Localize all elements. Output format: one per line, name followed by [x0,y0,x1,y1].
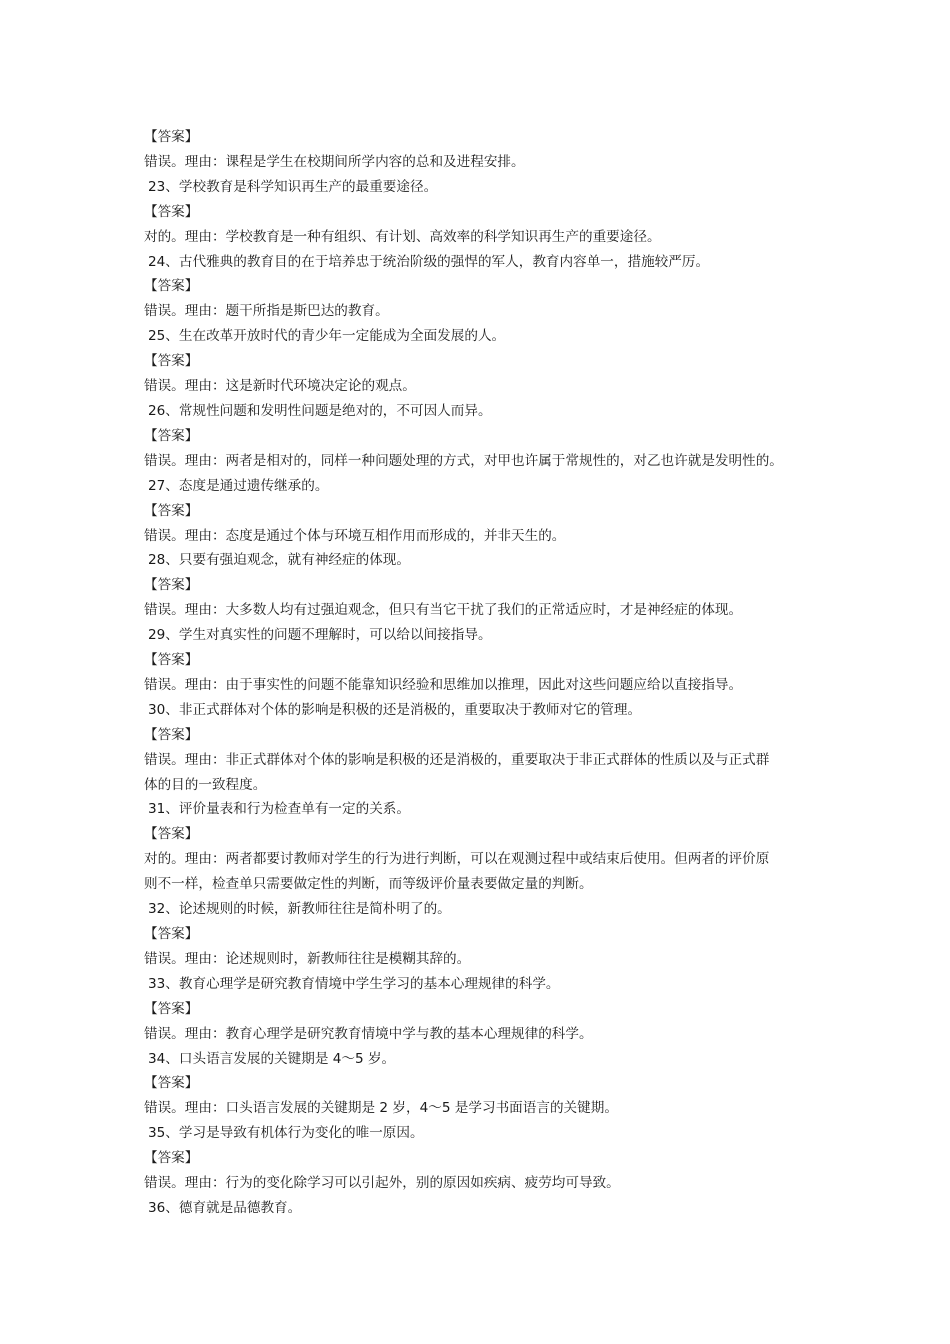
answer-text: 错误。理由：行为的变化除学习可以引起外，别的原因如疾病、疲劳均可导致。 [144,1175,620,1192]
answer-text: 错误。理由：题干所指是斯巴达的教育。 [144,303,389,320]
question-text: 27、态度是通过遗传继承的。 [148,477,329,494]
question-text: 30、非正式群体对个体的影响是积极的还是消极的，重要取决于教师对它的管理。 [148,701,642,718]
question-text: 36、德育就是品德教育。 [148,1199,302,1216]
answer-heading: 【答案】 [144,1150,199,1167]
question-text: 25、生在改革开放时代的青少年一定能成为全面发展的人。 [148,328,506,345]
answer-text: 错误。理由：论述规则时，新教师往往是模糊其辞的。 [144,950,471,967]
question-text: 26、常规性问题和发明性问题是绝对的，不可因人而异。 [148,402,492,419]
answer-text: 错误。理由：态度是通过个体与环境互相作用而形成的，并非天生的。 [144,527,566,544]
question-text: 31、评价量表和行为检查单有一定的关系。 [148,801,410,818]
question-text: 29、学生对真实性的问题不理解时，可以给以间接指导。 [148,627,492,644]
answer-text: 错误。理由：这是新时代环境决定论的观点。 [144,378,416,395]
question-text: 28、只要有强迫观念，就有神经症的体现。 [148,552,410,569]
answer-heading: 【答案】 [144,1000,199,1017]
answer-heading: 【答案】 [144,502,199,519]
answer-text: 错误。理由：教育心理学是研究教育情境中学与教的基本心理规律的科学。 [144,1025,593,1042]
answer-heading: 【答案】 [144,278,199,295]
answer-text: 错误。理由：课程是学生在校期间所学内容的总和及进程安排。 [144,153,525,170]
answer-heading: 【答案】 [144,726,199,743]
question-text: 32、论述规则的时候，新教师往往是简朴明了的。 [148,901,451,918]
answer-heading: 【答案】 [144,129,199,145]
answer-text: 对的。理由：两者都要讨教师对学生的行为进行判断，可以在观测过程中或结束后使用。但两者的评价原 [144,851,770,868]
answer-heading: 【答案】 [144,203,199,220]
question-text: 34、口头语言发展的关键期是 4～5 岁。 [148,1050,396,1067]
answer-text: 错误。理由：大多数人均有过强迫观念，但只有当它干扰了我们的正常适应时，才是神经症的体现。 [144,602,743,619]
question-text: 33、教育心理学是研究教育情境中学生学习的基本心理规律的科学。 [148,975,560,992]
answer-text: 错误。理由：由于事实性的问题不能靠知识经验和思维加以推理，因此对这些问题应给以直接指导。 [144,676,743,693]
answer-text: 体的目的一致程度。 [144,776,267,793]
answer-text: 错误。理由：两者是相对的，同样一种问题处理的方式，对甲也许属于常规性的，对乙也许就是发明性的。 [144,452,783,469]
answer-heading: 【答案】 [144,353,199,370]
answer-text: 则不一样，检查单只需要做定性的判断，而等级评价量表要做定量的判断。 [144,876,593,893]
answer-heading: 【答案】 [144,926,199,942]
answer-heading: 【答案】 [144,577,199,594]
answer-heading: 【答案】 [144,1075,199,1092]
answer-heading: 【答案】 [144,427,199,444]
question-text: 24、古代雅典的教育目的在于培养忠于统治阶级的强悍的军人，教育内容单一，措施较严厉。 [148,253,710,270]
answer-text: 错误。理由：口头语言发展的关键期是 2 岁，4～5 是学习书面语言的关键期。 [144,1100,618,1117]
answer-heading: 【答案】 [144,652,199,669]
answer-text: 错误。理由：非正式群体对个体的影响是积极的还是消极的，重要取决于非正式群体的性质以及与正式群 [144,751,770,768]
answer-heading: 【答案】 [144,826,199,843]
document-body [144,125,824,1221]
question-text: 23、学校教育是科学知识再生产的最重要途径。 [148,178,438,195]
answer-text: 对的。理由：学校教育是一种有组织、有计划、高效率的科学知识再生产的重要途径。 [144,228,661,245]
question-text: 35、学习是导致有机体行为变化的唯一原因。 [148,1125,424,1142]
